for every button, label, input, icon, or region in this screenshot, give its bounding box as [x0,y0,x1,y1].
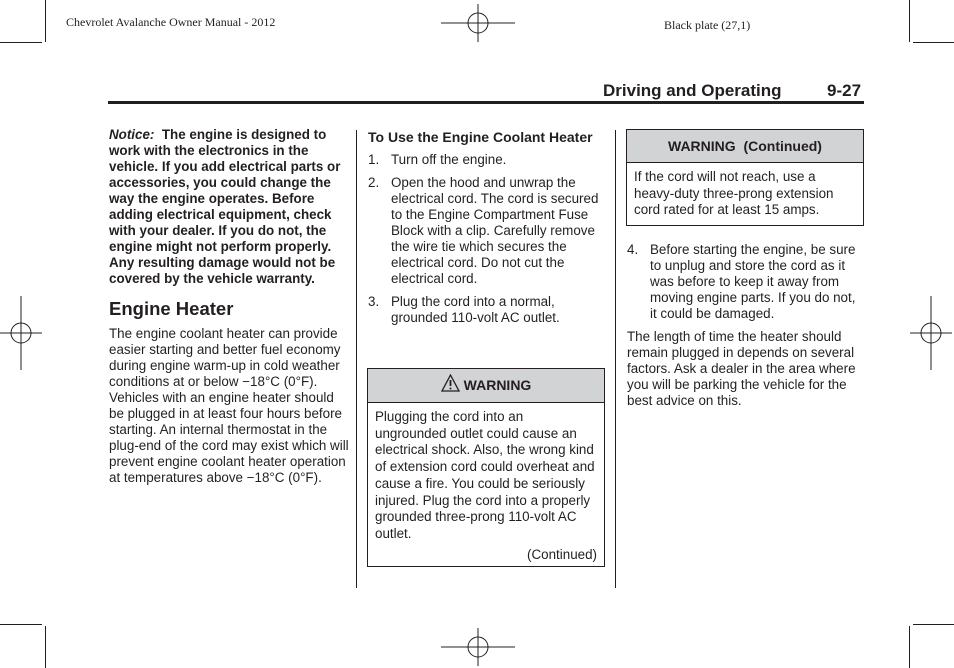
column-divider [356,130,357,588]
header-rule [108,101,864,104]
step-number: 1. [368,152,380,167]
list-item [368,175,602,287]
registration-mark-icon [441,628,515,666]
steps-list [627,242,863,322]
crop-mark [45,0,46,42]
warning-triangle-icon [441,374,460,392]
warning-continued: (Continued) [527,546,597,562]
column-left [109,127,349,486]
column-divider [615,130,616,588]
warning-title: WARNING [463,377,532,393]
warning-header [368,369,604,403]
step-text: Plug the cord into a normal, grounded 110-volt AC outlet. [391,294,560,325]
warning-body [627,163,863,225]
warning-continued-title: WARNING (Continued) [668,138,822,154]
steps-list [368,152,602,326]
step-number: 2. [368,175,380,190]
registration-mark-icon [0,296,42,370]
step-text: Turn off the engine. [391,152,507,167]
column-middle [368,128,602,333]
registration-mark-icon [910,296,952,370]
crop-mark [913,42,954,43]
warning-text: Plugging the cord into an ungrounded outlet could cause an electrical shock. Also, the wrong kind of extension cord could overheat and cause a fire. You could be seriously injured. Plug the cord into a properly grounded three-prong 110-volt AC outlet. [375,409,595,541]
notice-paragraph [109,127,349,287]
step-number: 3. [368,294,380,309]
step-text: Open the hood and unwrap the electrical cord. The cord is secured to the Engine Compartment Fuse Block with a clip. Carefully remove the wire tie which secures the electrical cord. Do not cut the electrical cord. [391,175,599,286]
warning-continued-text: If the cord will not reach, use a heavy-duty three-prong extension cord rated for at least 15 amps. [634,169,834,218]
crop-mark [909,626,910,668]
engine-heater-body: The engine coolant heater can provide easier starting and better fuel economy during engine warm-up in cold weather conditions at or below −18°C (0°F). Vehicles with an engine heater should be plugged in at least four hours before starting. An internal thermostat in the plug-end of the cord may exist which will prevent engine coolant heater operation at temperatures above −18°C (0°F). [109,326,349,485]
section-title: Driving and Operating [603,81,782,100]
warning-header [627,130,863,163]
list-item [368,152,602,168]
crop-mark [909,0,910,42]
page-number: 9-27 [827,81,862,100]
engine-heater-heading: Engine Heater [109,298,234,319]
plate-label: Black plate (27,1) [664,18,751,32]
coolant-heater-heading: To Use the Engine Coolant Heater [368,129,593,145]
crop-mark [45,626,46,668]
list-item [627,242,863,322]
step-text: Before starting the engine, be sure to unplug and store the cord as it was before to keep it away from moving engine parts. If you do not, it could be damaged. [650,242,856,321]
notice-text: The engine is designed to work with the electronics in the vehicle. If you add electrical parts or accessories, you could change the way the engine operates. Before adding electrical equipment, check with your dealer. If you do not, the engine might not perform properly. Any resulting damage would not be covered by the vehicle warranty. [109,127,341,286]
heater-duration-body: The length of time the heater should remain plugged in depends on several factors. Ask a dealer in the area where you will be parking the vehicle for the best advice on this. [627,329,856,408]
step-number: 4. [627,242,639,257]
registration-mark-icon [441,4,515,42]
warning-continued-box [626,129,864,226]
crop-mark [913,624,954,625]
manual-title: Chevrolet Avalanche Owner Manual - 2012 [66,15,276,29]
column-right [627,242,863,409]
warning-box [367,368,605,567]
list-item [368,294,602,326]
crop-mark [0,42,42,43]
crop-mark [0,624,42,625]
warning-body [368,403,604,569]
notice-label: Notice: [109,127,155,142]
